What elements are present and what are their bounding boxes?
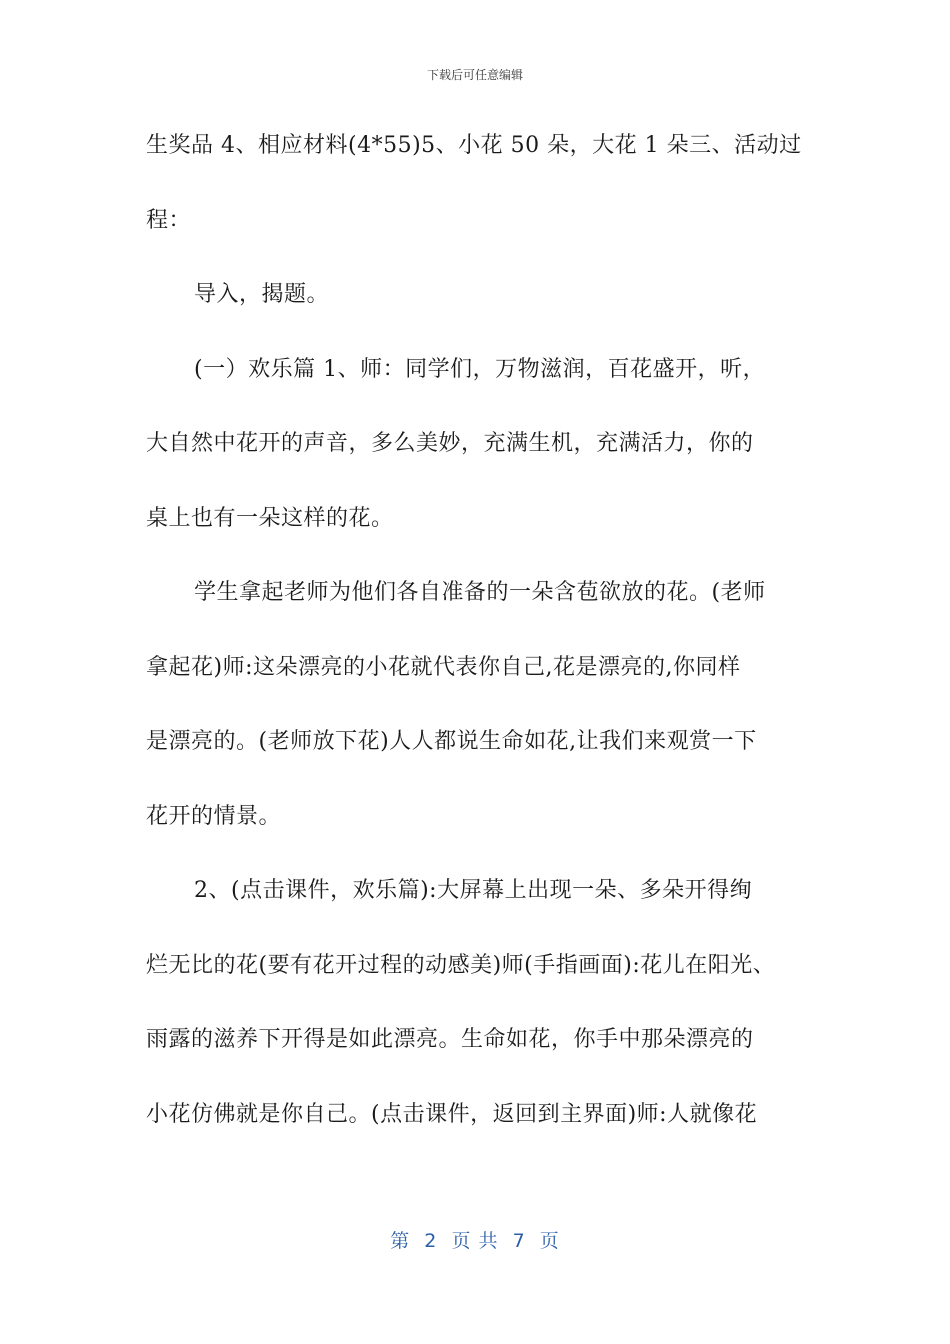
body-line: (一）欢乐篇 1、师：同学们，万物滋润，百花盛开，听， <box>194 356 766 382</box>
body-line: 生奖品 4、相应材料(4*55)5、小花 50 朵，大花 1 朵三、活动过 <box>146 133 802 158</box>
body-line: 程： <box>146 207 192 233</box>
body-line: 花开的情景。 <box>146 803 282 829</box>
body-line: 是漂亮的。(老师放下花)人人都说生命如花,让我们来观赏一下 <box>146 729 757 754</box>
body-line: 拿起花)师:这朵漂亮的小花就代表你自己,花是漂亮的,你同样 <box>146 654 741 680</box>
body-line: 烂无比的花(要有花开过程的动感美)师(手指画面):花儿在阳光、 <box>146 952 776 978</box>
body-line: 2、(点击课件，欢乐篇):大屏幕上出现一朵、多朵开得绚 <box>194 878 753 903</box>
body-line: 雨露的滋养下开得是如此漂亮。生命如花，你手中那朵漂亮的 <box>146 1027 754 1052</box>
body-line: 小花仿佛就是你自己。(点击课件，返回到主界面)师:人就像花 <box>146 1101 758 1127</box>
page-number-footer: 第 2 页 共 7 页 <box>390 1230 560 1252</box>
body-line: 桌上也有一朵这样的花。 <box>146 505 394 531</box>
header-note: 下载后可任意编辑 <box>426 68 523 82</box>
body-line: 学生拿起老师为他们各自准备的一朵含苞欲放的花。(老师 <box>194 580 766 605</box>
document-body <box>146 124 826 1167</box>
body-line: 导入，揭题。 <box>194 282 330 307</box>
body-line: 大自然中花开的声音，多么美妙，充满生机，充满活力，你的 <box>146 431 754 456</box>
